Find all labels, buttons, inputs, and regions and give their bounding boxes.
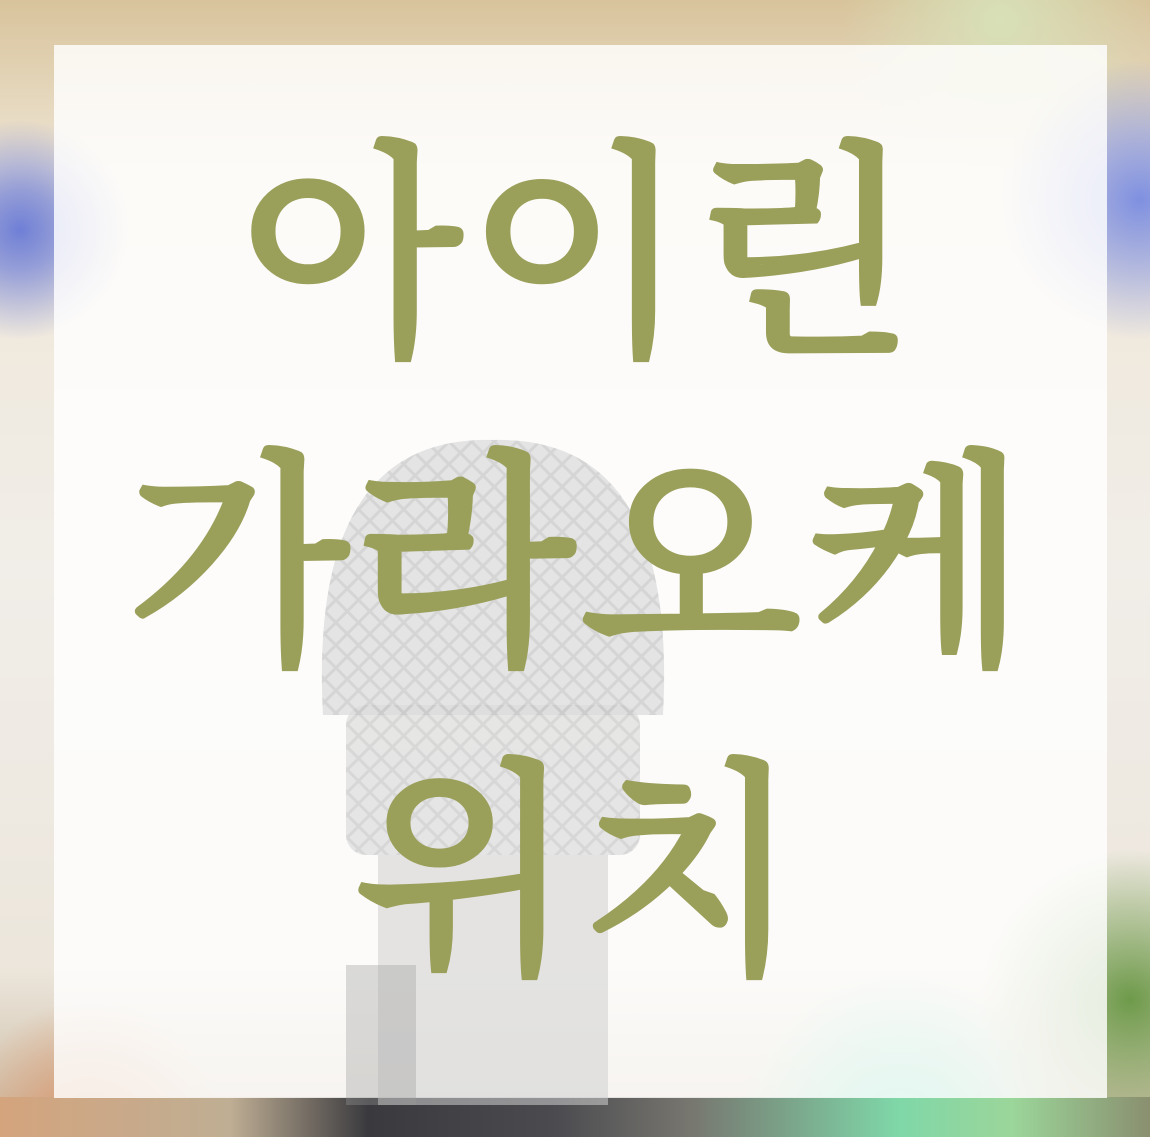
title-line-2: 가라오케 [128, 430, 1033, 697]
title-line-1: 아이린 [241, 121, 920, 388]
page-title [54, 45, 1107, 1098]
title-line-3: 위치 [354, 740, 807, 1007]
